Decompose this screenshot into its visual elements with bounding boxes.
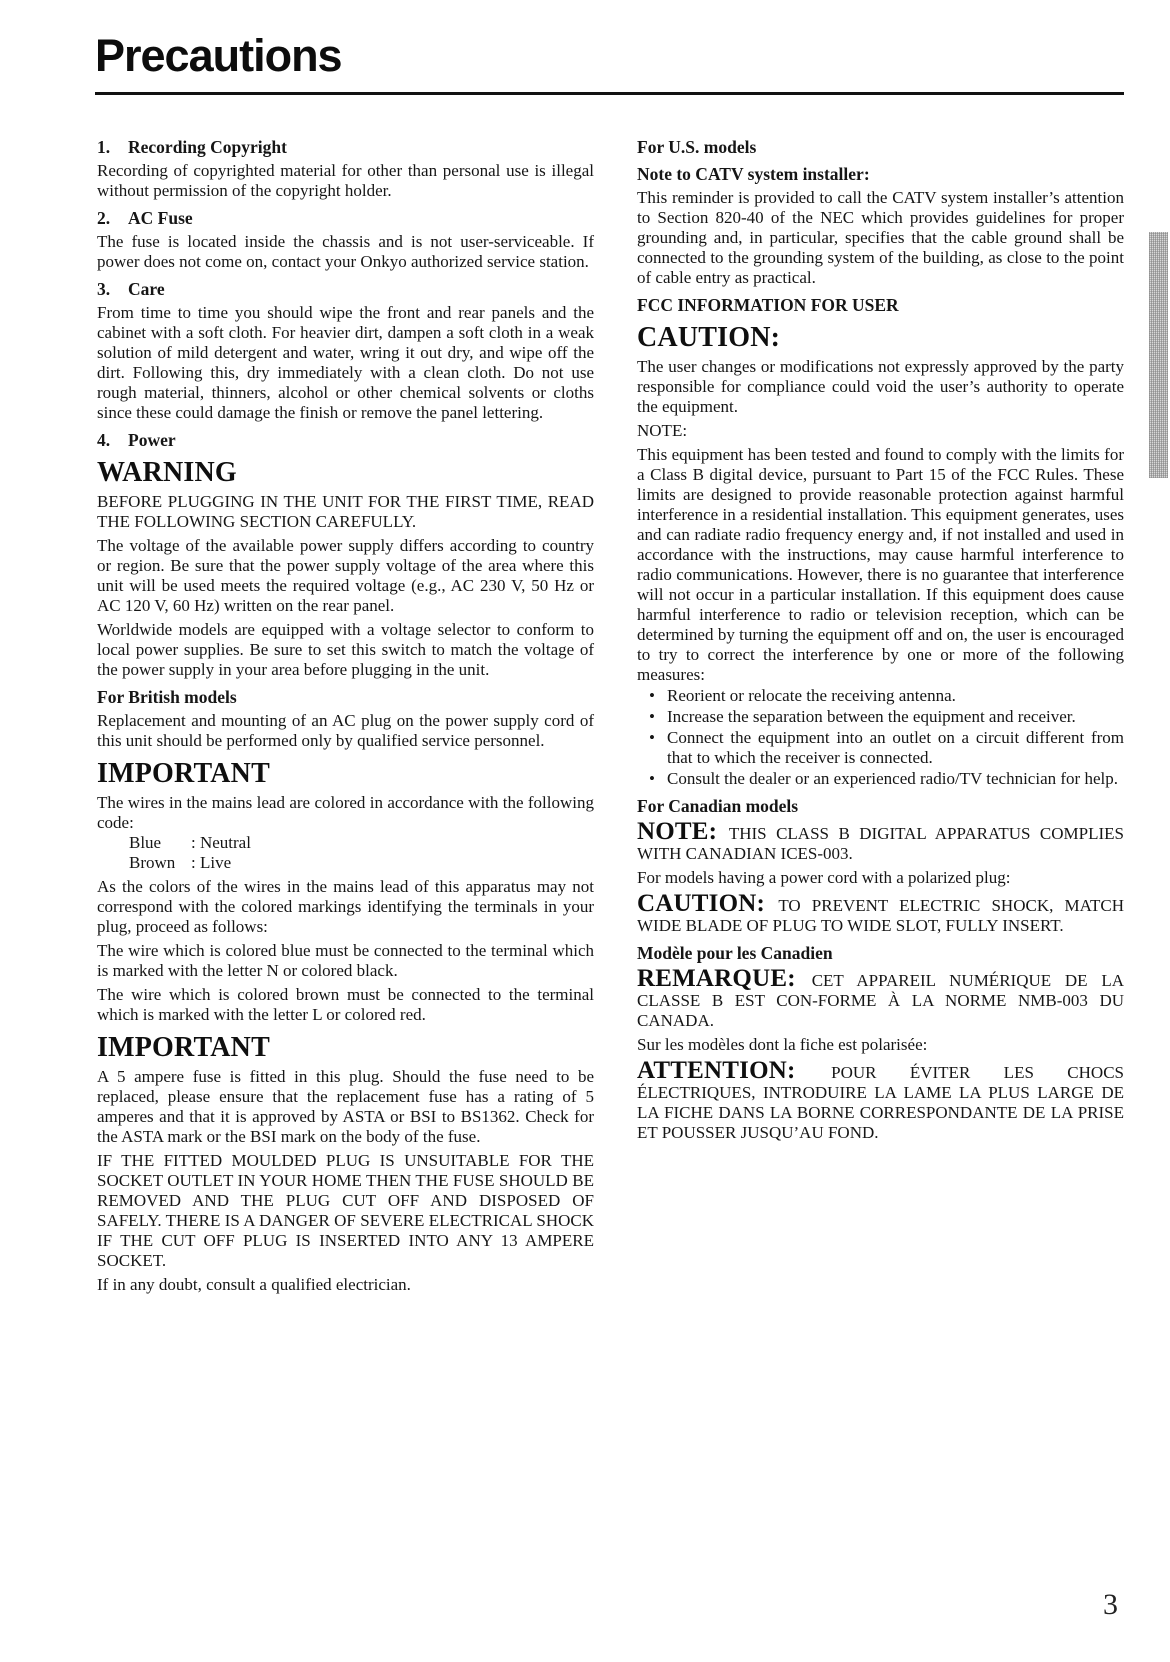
heading-text: Power [128, 430, 176, 450]
lead-paragraph [637, 965, 1124, 1031]
numbered-section-heading [97, 279, 594, 299]
heading-text: AC Fuse [128, 208, 193, 228]
paragraph: This equipment has been tested and found to comply with the limits for a Class B digital device, pursuant to Part 15 of the FCC Rules. These limits are designed to provide reasonable protection against harmful interference in a residential installation. This equipment generates, uses and can radiate radio frequency energy and, if not installed and used in accordance with the instructions, may cause harmful interference to radio communications. However, there is no guarantee that interference will not occur in a particular installation. If this equipment does cause harmful interference to radio or television reception, which can be determined by turning the equipment off and on, the user is encouraged to try to correct the interference by one or more of the following measures: [637, 445, 1124, 684]
lead-paragraph [637, 890, 1124, 936]
left-column [97, 130, 594, 1295]
bullet-item [637, 728, 1124, 768]
bullet-text: Connect the equipment into an outlet on a circuit different from that to which the receiver is connected. [667, 728, 1124, 767]
bullet-icon: • [649, 707, 655, 726]
lead-text: CET APPAREIL NUMÉRIQUE DE LA CLASSE B EST CON-FORME À LA NORME NMB-003 DU CANADA. [637, 971, 1124, 1030]
paragraph: BEFORE PLUGGING IN THE UNIT FOR THE FIRST TIME, READ THE FOLLOWING SECTION CAREFULLY. [97, 492, 594, 531]
heading-number: 1. [97, 137, 111, 157]
right-column [637, 130, 1124, 1143]
wire-color-code-line [129, 853, 594, 873]
wire-color-name: Brown [129, 853, 176, 872]
bullet-text: Consult the dealer or an experienced radio/TV technician for help. [667, 769, 1118, 788]
paragraph: For models having a power cord with a polarized plug: [637, 868, 1011, 887]
lead-label: NOTE: [637, 818, 729, 845]
wire-color-name: Blue [129, 833, 162, 852]
bullet-icon: • [649, 769, 655, 788]
lead-text: TO PREVENT ELECTRIC SHOCK, MATCH WIDE BLADE OF PLUG TO WIDE SLOT, FULLY INSERT. [637, 896, 1124, 935]
bullet-icon: • [649, 728, 655, 747]
heading-text: Recording Copyright [128, 137, 287, 157]
lead-paragraph [637, 818, 1124, 864]
sub-heading: FCC INFORMATION FOR USER [637, 295, 899, 315]
bullet-item [637, 707, 1124, 727]
paragraph: Sur les modèles dont la fiche est polarisée: [637, 1035, 928, 1054]
paragraph: The fuse is located inside the chassis and is not user-serviceable. If power does not come on, contact your Onkyo authorized service station. [97, 232, 594, 271]
paragraph: The voltage of the available power supply differs according to country or region. Be sure that the power supply voltage of the area where this unit will be used meets the required voltage (e.g., AC 230 V, 50 Hz or AC 120 V, 60 Hz) written on the rear panel. [97, 536, 594, 615]
paragraph: The wire which is colored blue must be connected to the terminal which is marked with the letter N or colored black. [97, 941, 594, 980]
numbered-section-heading [97, 208, 594, 228]
sub-heading: Modèle pour les Canadien [637, 943, 833, 963]
paragraph: IF THE FITTED MOULDED PLUG IS UNSUITABLE FOR THE SOCKET OUTLET IN YOUR HOME THEN THE FUSE SHOULD BE REMOVED AND THE PLUG CUT OFF AND DISPOSED OF SAFELY. THERE IS A DANGER OF SEVERE ELECTRICAL SHOCK IF THE CUT OFF PLUG IS INSERTED INTO ANY 13 AMPERE SOCKET. [97, 1151, 594, 1270]
paragraph: If in any doubt, consult a qualified electrician. [97, 1275, 411, 1294]
lead-label: CAUTION: [637, 890, 779, 917]
sub-heading: Note to CATV system installer: [637, 164, 870, 184]
heading-number: 2. [97, 208, 111, 228]
bullet-text: Increase the separation between the equipment and receiver. [667, 707, 1076, 726]
paragraph: As the colors of the wires in the mains lead of this apparatus may not correspond with the colored markings identifying the terminals in your plug, proceed as follows: [97, 877, 594, 936]
sub-heading: For Canadian models [637, 796, 799, 816]
wire-color-value: : Live [191, 853, 232, 872]
paragraph: A 5 ampere fuse is fitted in this plug. Should the fuse need to be replaced, please ensure that the replacement fuse has a rating of 5 amperes and that it is approved by ASTA or BSI to BS1362. Check for the ASTA mark or the BSI mark on the body of the fuse. [97, 1067, 594, 1146]
page-number: 3 [1103, 1588, 1118, 1621]
paragraph: The user changes or modifications not expressly approved by the party responsible for compliance could void the user’s authority to operate the equipment. [637, 357, 1124, 416]
wire-color-code-line [129, 833, 594, 853]
paragraph: Recording of copyrighted material for other than personal use is illegal without permission of the copyright holder. [97, 161, 594, 200]
page-title: Precautions [95, 30, 342, 81]
warning-heading: CAUTION: [637, 322, 781, 353]
lead-text: POUR ÉVITER LES CHOCS ÉLECTRIQUES, INTRODUIRE LA LAME LA PLUS LARGE DE LA FICHE DANS LA BORNE CORRESPONDANTE DE LA PRISE ET POUSSER JUSQU’AU FOND. [637, 1063, 1124, 1142]
sub-heading: For British models [97, 687, 237, 707]
bullet-item [637, 686, 1124, 706]
paragraph: From time to time you should wipe the front and rear panels and the cabinet with a soft cloth. For heavier dirt, dampen a soft cloth in a weak solution of mild detergent and water, wring it out dry, and wipe off the dirt. Following this, dry immediately with a clean cloth. Do not use rough material, thinners, alcohol or other chemical solvents or cloths since these could damage the finish or remove the panel lettering. [97, 303, 594, 422]
numbered-section-heading [97, 430, 594, 450]
wire-color-value: : Neutral [191, 833, 251, 852]
paragraph: This reminder is provided to call the CATV system installer’s attention to Section 820-40 of the NEC which provides guidelines for proper grounding and, in particular, specifies that the cable ground shall be connected to the grounding system of the building, as close to the point of cable entry as practical. [637, 188, 1124, 287]
paragraph: The wires in the mains lead are colored in accordance with the following code: [97, 793, 594, 832]
bullet-item [637, 769, 1124, 789]
paragraph: The wire which is colored brown must be connected to the terminal which is marked with the letter L or colored red. [97, 985, 594, 1024]
bullet-icon: • [649, 686, 655, 705]
paragraph: Worldwide models are equipped with a voltage selector to conform to local power supplies. Be sure to set this switch to match the voltage of the power supply in your area before plugging in the unit. [97, 620, 594, 679]
lead-label: REMARQUE: [637, 965, 812, 992]
lead-label: ATTENTION: [637, 1057, 832, 1084]
numbered-section-heading [97, 137, 594, 157]
lead-paragraph [637, 1057, 1124, 1143]
warning-heading: IMPORTANT [97, 758, 270, 789]
heading-number: 4. [97, 430, 111, 450]
heading-number: 3. [97, 279, 111, 299]
title-rule [95, 92, 1124, 95]
bullet-text: Reorient or relocate the receiving antenna. [667, 686, 956, 705]
lead-text: THIS CLASS B DIGITAL APPARATUS COMPLIES WITH CANADIAN ICES-003. [637, 824, 1124, 863]
paragraph: NOTE: [637, 421, 688, 440]
sub-heading: For U.S. models [637, 137, 757, 157]
warning-heading: WARNING [97, 457, 237, 488]
paragraph: Replacement and mounting of an AC plug on the power supply cord of this unit should be performed only by qualified service personnel. [97, 711, 594, 750]
heading-text: Care [128, 279, 165, 299]
scan-artifact-strip [1149, 232, 1168, 478]
warning-heading: IMPORTANT [97, 1032, 270, 1063]
